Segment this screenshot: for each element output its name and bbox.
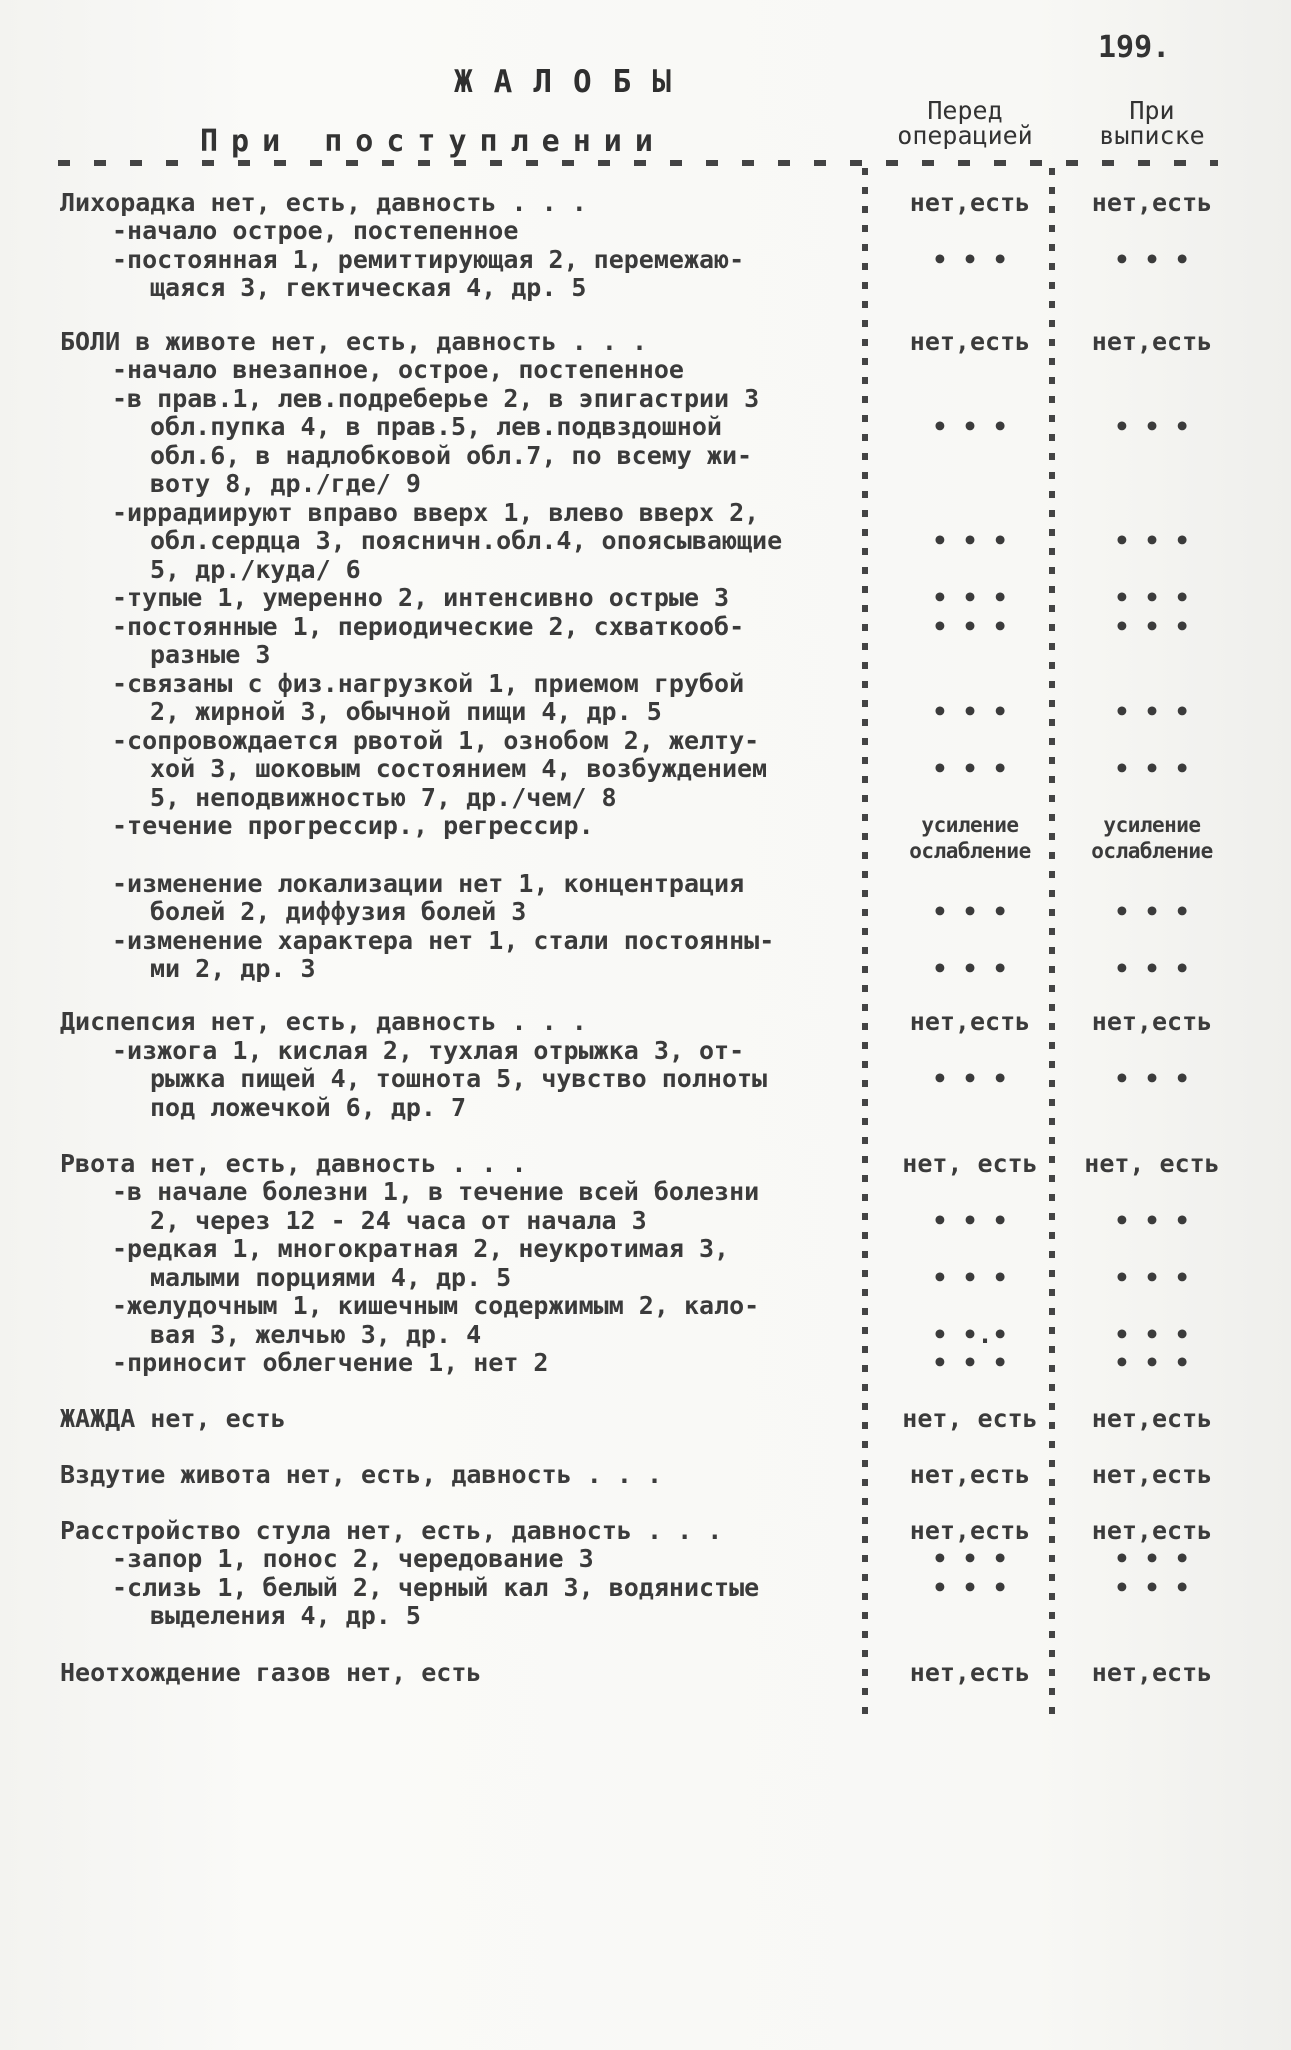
table-row [0, 327, 1291, 357]
cell-at-discharge: нет,есть [1091, 1460, 1213, 1489]
cell-before-surgery: нет, есть [902, 1149, 1038, 1178]
row-label: -начало внезапное, острое, постепенное [112, 355, 684, 384]
table-row [0, 1177, 1291, 1207]
table-row [0, 1234, 1291, 1264]
table-row [0, 245, 1291, 275]
cell-at-discharge: • • • [1114, 697, 1190, 726]
table-row [0, 384, 1291, 414]
cell-before-surgery: • • • [932, 245, 1008, 274]
table-row [0, 837, 1291, 867]
row-label: ЖАЖДА нет, есть [60, 1404, 286, 1433]
cell-before-surgery: • • • [932, 1064, 1008, 1093]
cell-at-discharge: • • • [1114, 1544, 1190, 1573]
header-at-discharge: При выписке [1099, 96, 1205, 150]
table-row [0, 726, 1291, 756]
cell-before-surgery: • • • [932, 1544, 1008, 1573]
row-label: -слизь 1, белый 2, черный кал 3, водянистые [112, 1573, 760, 1602]
row-label: -постоянные 1, периодические 2, схваткооб- [112, 612, 745, 641]
cell-at-discharge: нет,есть [1091, 188, 1213, 217]
cell-at-discharge: нет,есть [1091, 1516, 1213, 1545]
cell-at-discharge: • • • [1114, 954, 1190, 983]
cell-at-discharge: • • • [1114, 754, 1190, 783]
table-row [0, 1093, 1291, 1123]
cell-at-discharge: ослабление [1091, 839, 1213, 863]
table-row [0, 926, 1291, 956]
table-row [0, 1573, 1291, 1603]
cell-before-surgery: • • • [932, 954, 1008, 983]
cell-before-surgery: • • • [932, 897, 1008, 926]
row-label: -изжога 1, кислая 2, тухлая отрыжка 3, от- [112, 1036, 745, 1065]
table-row [0, 754, 1291, 784]
table-row [0, 441, 1291, 471]
table-row [0, 954, 1291, 984]
page-number: 199. [1098, 30, 1171, 65]
cell-at-discharge: • • • [1114, 412, 1190, 441]
row-label: щаяся 3, гектическая 4, др. 5 [150, 273, 587, 302]
row-label: 5, неподвижностью 7, др./чем/ 8 [150, 783, 617, 812]
cell-before-surgery: • • • [932, 1573, 1008, 1602]
table-row [0, 1036, 1291, 1066]
table-row [0, 1460, 1291, 1490]
cell-at-discharge: • • • [1114, 897, 1190, 926]
cell-at-discharge: • • • [1114, 612, 1190, 641]
row-label: обл.пупка 4, в прав.5, лев.подвздошной [150, 412, 722, 441]
cell-before-surgery: • • • [932, 612, 1008, 641]
page-title: ЖАЛОБЫ [454, 64, 692, 100]
cell-at-discharge: • • • [1114, 245, 1190, 274]
table-row [0, 697, 1291, 727]
table-row [0, 498, 1291, 528]
table-row [0, 1348, 1291, 1378]
row-label: Расстройство стула нет, есть, давность . . . [60, 1516, 723, 1545]
table-row [0, 412, 1291, 442]
row-label: обл.6, в надлобковой обл.7, по всему жи- [150, 441, 753, 470]
cell-before-surgery: нет,есть [909, 1007, 1031, 1036]
cell-at-discharge: нет,есть [1091, 1007, 1213, 1036]
row-label: -запор 1, понос 2, чередование 3 [112, 1544, 594, 1573]
row-label: Рвота нет, есть, давность . . . [60, 1149, 527, 1178]
cell-before-surgery: нет,есть [909, 1516, 1031, 1545]
row-label: разные 3 [150, 640, 271, 669]
table-row [0, 869, 1291, 899]
cell-at-discharge: • • • [1114, 1206, 1190, 1235]
row-label: выделения 4, др. 5 [150, 1601, 421, 1630]
row-label: малыми порциями 4, др. 5 [150, 1263, 512, 1292]
cell-before-surgery: • • • [932, 697, 1008, 726]
row-label: воту 8, др./где/ 9 [150, 469, 421, 498]
table-row [0, 897, 1291, 927]
table-row [0, 1601, 1291, 1631]
row-label: -сопровождается рвотой 1, ознобом 2, желту- [112, 726, 760, 755]
table-row [0, 526, 1291, 556]
row-label: Диспепсия нет, есть, давность . . . [60, 1007, 587, 1036]
row-label: Вздутие живота нет, есть, давность . . . [60, 1460, 663, 1489]
cell-at-discharge: • • • [1114, 1263, 1190, 1292]
cell-before-surgery: • • • [932, 754, 1008, 783]
table-row [0, 355, 1291, 385]
cell-before-surgery: усиление [921, 813, 1019, 837]
cell-before-surgery: • • • [932, 412, 1008, 441]
row-label: рыжка пищей 4, тошнота 5, чувство полноты [150, 1064, 768, 1093]
cell-at-discharge: • • • [1114, 1348, 1190, 1377]
table-row [0, 188, 1291, 218]
row-label: болей 2, диффузия болей 3 [150, 897, 527, 926]
row-label: вая 3, желчью 3, др. 4 [150, 1320, 482, 1349]
table-row [0, 469, 1291, 499]
row-label: -желудочным 1, кишечным содержимым 2, кало- [112, 1291, 760, 1320]
row-label: под ложечкой 6, др. 7 [150, 1093, 467, 1122]
row-label: обл.сердца 3, поясничн.обл.4, опоясывающие [150, 526, 783, 555]
table-row [0, 783, 1291, 813]
cell-before-surgery: • • • [932, 1348, 1008, 1377]
row-label: -течение прогрессир., регрессир. [112, 811, 594, 840]
cell-at-discharge: • • • [1114, 583, 1190, 612]
table-row [0, 1064, 1291, 1094]
cell-before-surgery: нет,есть [909, 188, 1031, 217]
row-label: -редкая 1, многократная 2, неукротимая 3, [112, 1234, 730, 1263]
table-row [0, 612, 1291, 642]
row-label: -изменение локализации нет 1, концентрация [112, 869, 745, 898]
row-label: БОЛИ в животе нет, есть, давность . . . [60, 327, 647, 356]
cell-at-discharge: нет,есть [1091, 1404, 1213, 1433]
cell-before-surgery: ослабление [909, 839, 1031, 863]
row-label: 5, др./куда/ 6 [150, 555, 361, 584]
cell-at-discharge: нет,есть [1091, 327, 1213, 356]
cell-at-discharge: • • • [1114, 526, 1190, 555]
cell-before-surgery: нет,есть [909, 1460, 1031, 1489]
table-row [0, 1658, 1291, 1688]
row-label: -постоянная 1, ремиттирующая 2, перемежаю- [112, 245, 745, 274]
table-row [0, 1320, 1291, 1350]
header-before-surgery: Перед операцией [897, 96, 1033, 150]
table-row [0, 216, 1291, 246]
row-label: 2, через 12 - 24 часа от начала 3 [150, 1206, 647, 1235]
table-row [0, 669, 1291, 699]
row-label: -в начале болезни 1, в течение всей болезни [112, 1177, 760, 1206]
table-row [0, 1544, 1291, 1574]
row-label: Неотхождение газов нет, есть [60, 1658, 482, 1687]
row-label: -начало острое, постепенное [112, 216, 519, 245]
cell-before-surgery: • • • [932, 526, 1008, 555]
cell-before-surgery: • • • [932, 1263, 1008, 1292]
row-label: -в прав.1, лев.подреберье 2, в эпигастрии 3 [112, 384, 760, 413]
cell-at-discharge: усиление [1103, 813, 1201, 837]
table-row [0, 640, 1291, 670]
row-label: -тупые 1, умеренно 2, интенсивно острые 3 [112, 583, 730, 612]
row-label: -изменение характера нет 1, стали постоянны- [112, 926, 775, 955]
header-admission: При поступлении [200, 124, 666, 159]
table-row [0, 583, 1291, 613]
cell-before-surgery: • •.• [932, 1320, 1008, 1349]
table-row [0, 1291, 1291, 1321]
row-label: -приносит облегчение 1, нет 2 [112, 1348, 549, 1377]
row-label: -связаны с физ.нагрузкой 1, приемом грубой [112, 669, 745, 698]
cell-before-surgery: • • • [932, 1206, 1008, 1235]
cell-at-discharge: • • • [1114, 1573, 1190, 1602]
cell-at-discharge: нет, есть [1084, 1149, 1220, 1178]
row-label: хой 3, шоковым состоянием 4, возбуждением [150, 754, 768, 783]
table-row [0, 273, 1291, 303]
table-row [0, 1007, 1291, 1037]
table-row [0, 555, 1291, 585]
table-row [0, 1404, 1291, 1434]
row-label: -иррадиируют вправо вверх 1, влево вверх 2, [112, 498, 760, 527]
cell-at-discharge: • • • [1114, 1064, 1190, 1093]
cell-before-surgery: нет, есть [902, 1404, 1038, 1433]
table-row [0, 1149, 1291, 1179]
table-row [0, 1206, 1291, 1236]
table-row [0, 1516, 1291, 1546]
row-label: 2, жирной 3, обычной пищи 4, др. 5 [150, 697, 662, 726]
header-separator [58, 160, 1218, 166]
cell-before-surgery: нет,есть [909, 1658, 1031, 1687]
row-label: ми 2, др. 3 [150, 954, 316, 983]
row-label: Лихорадка нет, есть, давность . . . [60, 188, 587, 217]
cell-at-discharge: • • • [1114, 1320, 1190, 1349]
cell-before-surgery: нет,есть [909, 327, 1031, 356]
cell-at-discharge: нет,есть [1091, 1658, 1213, 1687]
table-row [0, 1263, 1291, 1293]
cell-before-surgery: • • • [932, 583, 1008, 612]
